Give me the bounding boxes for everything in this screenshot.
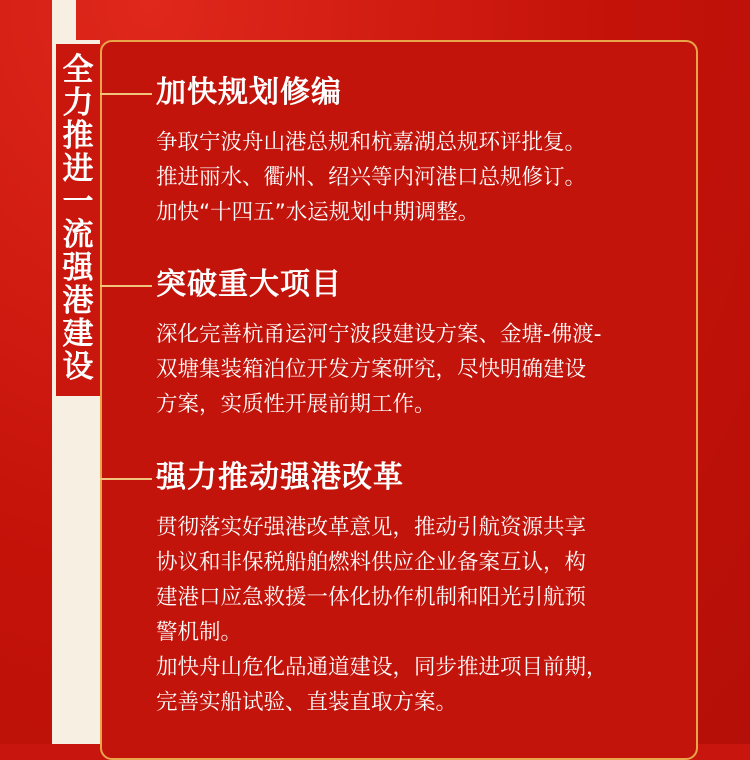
side-title-char: 进 [62,151,94,187]
section-connector-line [100,93,152,95]
top-accent-strip [52,0,76,44]
section-heading: 突破重大项目 [156,267,342,302]
section-heading: 强力推动强港改革 [156,460,404,495]
body-line: 完善实船试验、直装直取方案。 [156,690,458,715]
body-line: 贯彻落实好强港改革意见，推动引航资源共享 [156,515,587,540]
body-line: 深化完善杭甬运河宁波段建设方案、金塘-佛渡- [156,322,602,347]
section-heading: 加快规划修编 [156,75,342,110]
side-title-char: 力 [62,85,94,121]
side-title-char: 全 [62,52,94,88]
side-title-char: 强 [62,250,94,286]
body-line: 推进丽水、衢州、绍兴等内河港口总规修订。 [156,165,587,190]
side-title-char: 一 [62,184,94,220]
section-body [156,125,716,230]
body-line: 加快“十四五”水运规划中期调整。 [156,200,480,225]
section-connector-line [100,478,152,480]
body-line: 争取宁波舟山港总规和杭嘉湖总规环评批复。 [156,130,587,155]
section-body [156,510,716,720]
section-body [156,317,716,422]
section-connector-line [100,285,152,287]
side-title-tab [56,44,100,396]
body-line: 加快舟山危化品通道建设，同步推进项目前期， [156,655,608,680]
side-title-char: 港 [62,283,94,319]
side-title-char: 设 [62,349,94,385]
side-title-char: 推 [62,118,94,154]
side-title-char: 流 [62,217,94,253]
body-line: 建港口应急救援一体化协作机制和阳光引航预 [156,585,587,610]
body-line: 警机制。 [156,620,243,645]
body-line: 协议和非保税船舶燃料供应企业备案互认，构 [156,550,587,575]
body-line: 双塘集装箱泊位开发方案研究，尽快明确建设 [156,357,587,382]
side-title-char: 建 [62,316,94,352]
body-line: 方案，实质性开展前期工作。 [156,392,436,417]
